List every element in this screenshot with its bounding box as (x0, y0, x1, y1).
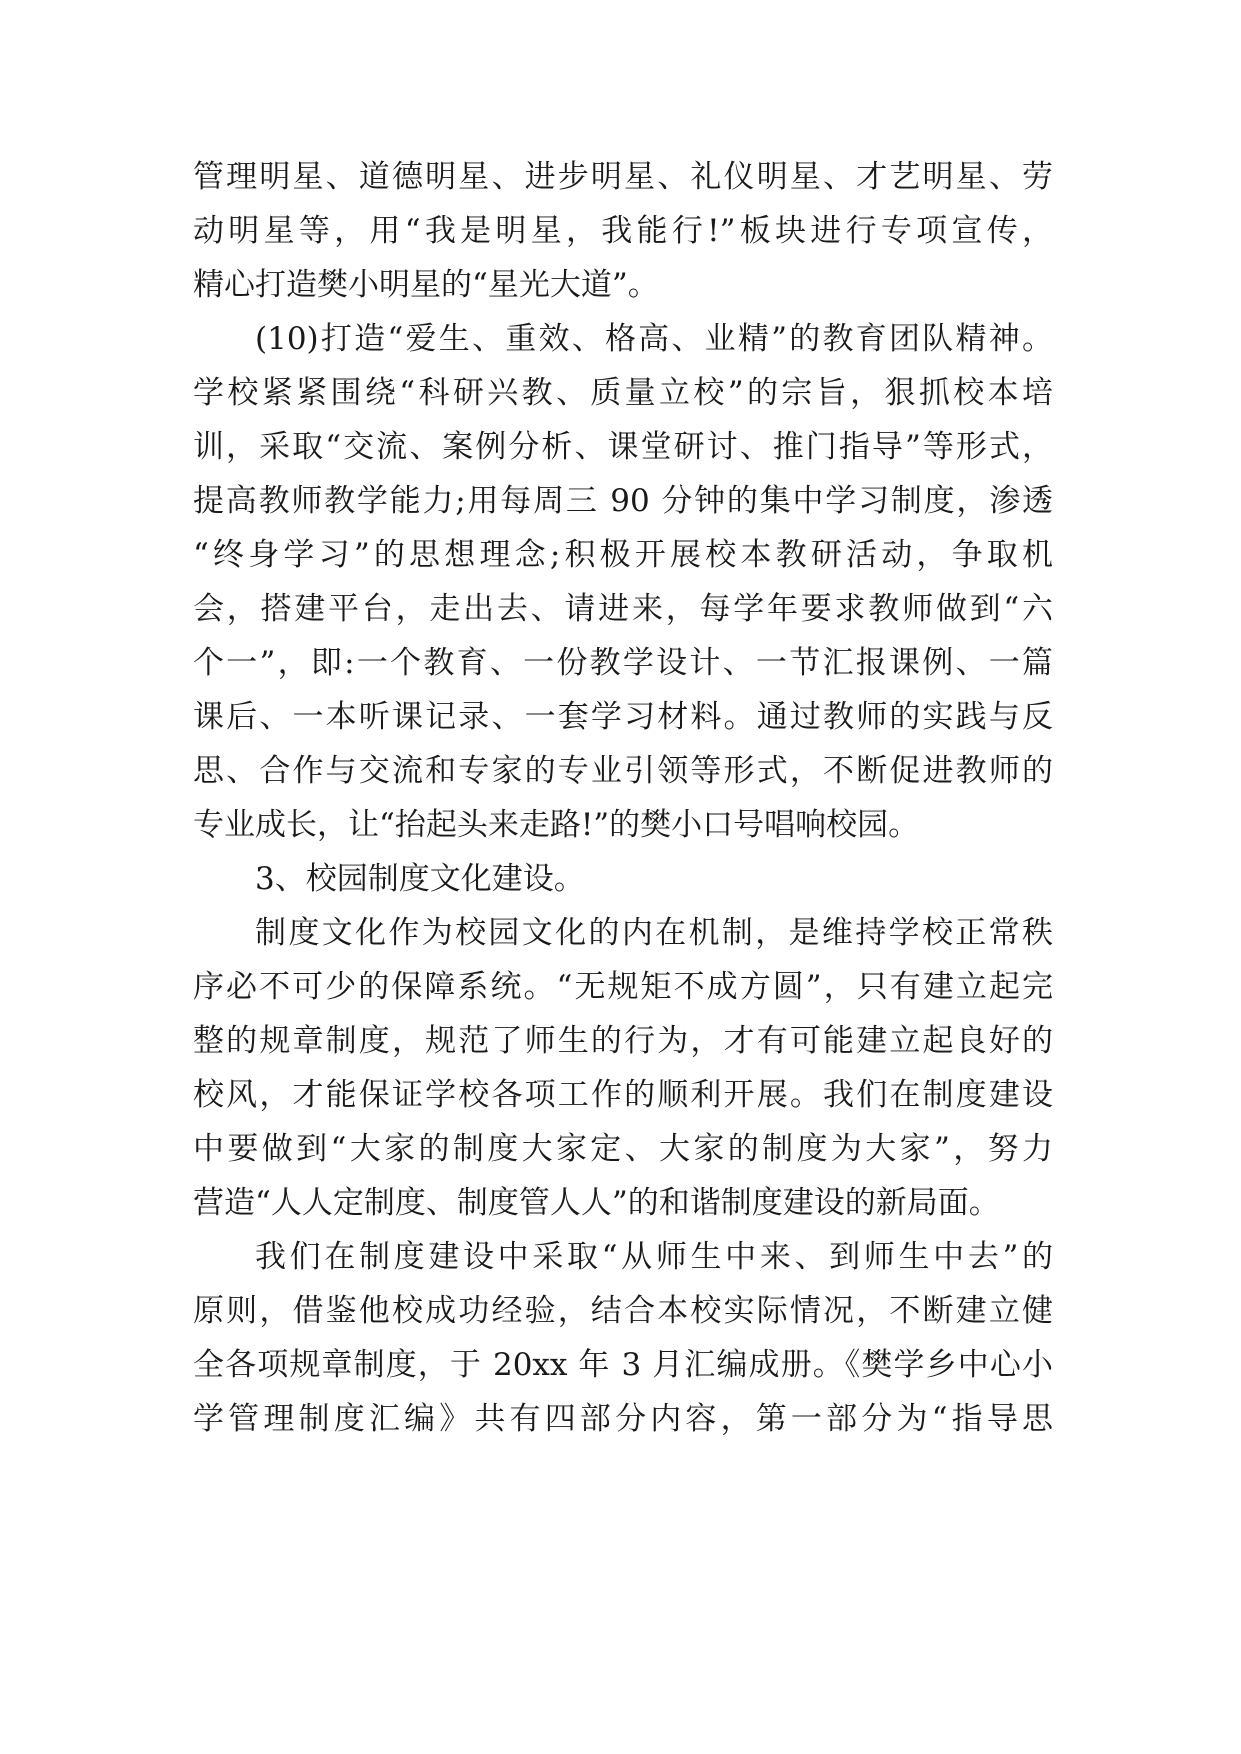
text-line: 学校紧紧围绕“科研兴教、质量立校”的宗旨，狠抓校本培 (193, 375, 1053, 411)
section-heading: 3、校园制度文化建设。 (255, 861, 585, 897)
text-line: 课后、一本听课记录、一套学习材料。通过教师的实践与反 (193, 699, 1053, 735)
text-line: 个一”，即:一个教育、一份教学设计、一节汇报课例、一篇 (193, 645, 1053, 681)
text-line: 管理明星、道德明星、进步明星、礼仪明星、才艺明星、劳 (193, 159, 1053, 195)
text-line: 学管理制度汇编》共有四部分内容，第一部分为“指导思 (193, 1401, 1053, 1437)
text-line: 思、合作与交流和专家的专业引领等形式，不断促进教师的 (193, 753, 1053, 789)
text-line: 校风，才能保证学校各项工作的顺利开展。我们在制度建设 (193, 1077, 1053, 1113)
text-line: 序必不可少的保障系统。“无规矩不成方圆”，只有建立起完 (193, 969, 1053, 1005)
paragraph-start-line: 我们在制度建设中采取“从师生中来、到师生中去”的 (255, 1239, 1053, 1275)
text-line: 整的规章制度，规范了师生的行为，才有可能建立起良好的 (193, 1023, 1053, 1059)
text-line: 原则，借鉴他校成功经验，结合本校实际情况，不断建立健 (193, 1293, 1053, 1329)
text-line: 会，搭建平台，走出去、请进来，每学年要求教师做到“六 (193, 591, 1053, 627)
text-line: 动明星等，用“我是明星，我能行!”板块进行专项宣传， (193, 213, 1053, 249)
text-line: 全各项规章制度，于 20xx 年 3 月汇编成册。《樊学乡中心小 (193, 1347, 1053, 1383)
text-line: “终身学习”的思想理念;积极开展校本教研活动，争取机 (193, 537, 1053, 573)
text-line: 训，采取“交流、案例分析、课堂研讨、推门指导”等形式， (193, 429, 1053, 465)
text-line: 精心打造樊小明星的“星光大道”。 (193, 267, 659, 303)
paragraph-start-line: (10)打造“爱生、重效、格高、业精”的教育团队精神。 (255, 321, 1053, 357)
body-text (193, 150, 1053, 1446)
text-line: 中要做到“大家的制度大家定、大家的制度为大家”，努力 (193, 1131, 1053, 1167)
text-line: 提高教师教学能力;用每周三 90 分钟的集中学习制度，渗透 (193, 483, 1053, 519)
text-line: 营造“人人定制度、制度管人人”的和谐制度建设的新局面。 (193, 1185, 1000, 1221)
text-line: 专业成长，让“抬起头来走路!”的樊小口号唱响校园。 (193, 807, 920, 843)
paragraph-start-line: 制度文化作为校园文化的内在机制，是维持学校正常秩 (255, 915, 1053, 951)
